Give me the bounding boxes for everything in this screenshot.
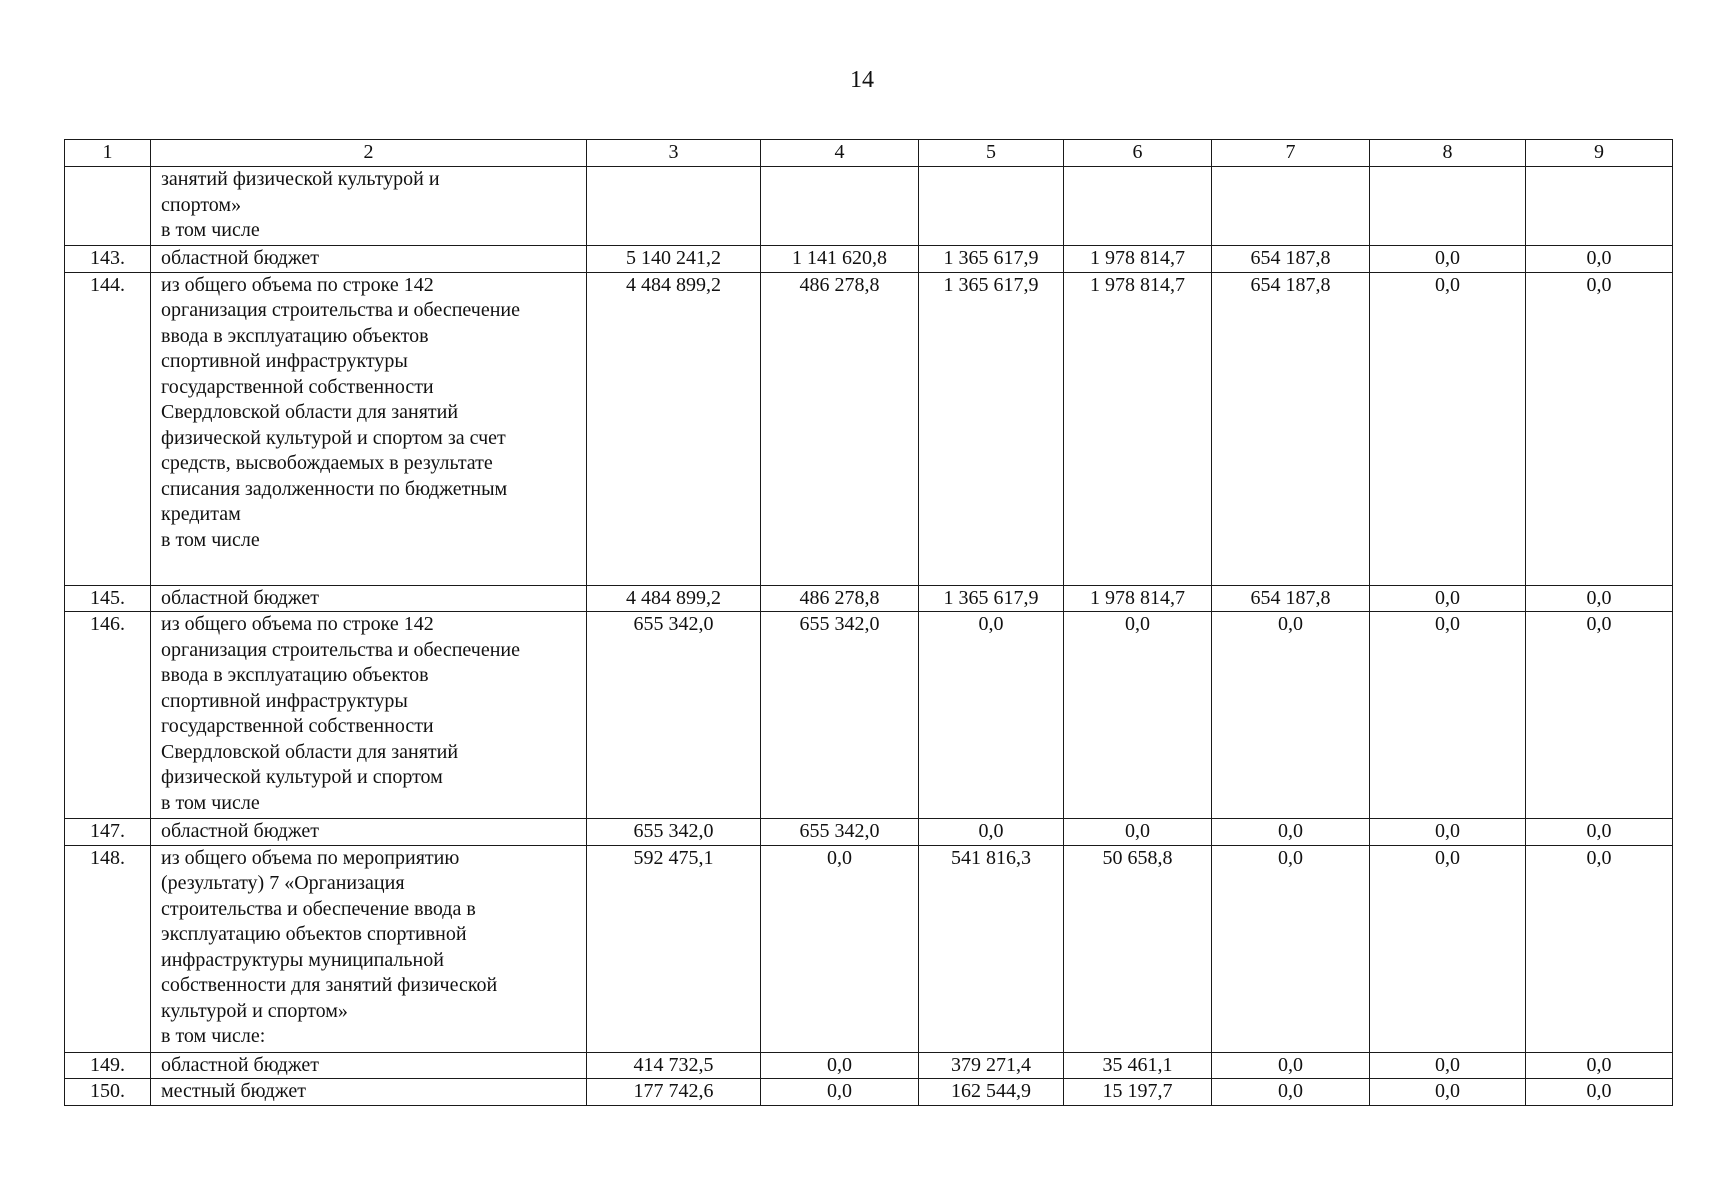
value-cell: [761, 167, 919, 246]
description-line: собственности для занятий физической: [161, 974, 498, 996]
value-cell: 0,0: [1526, 585, 1673, 612]
column-header: 9: [1526, 140, 1673, 167]
value-cell: 0,0: [1212, 819, 1370, 846]
value-cell: 0,0: [1526, 845, 1673, 1052]
row-description: [151, 167, 587, 246]
row-description: [151, 819, 587, 846]
value-cell: 486 278,8: [761, 272, 919, 585]
value-cell: 0,0: [1526, 1079, 1673, 1106]
value-cell: 1 365 617,9: [919, 246, 1064, 273]
description-line: эксплуатацию объектов спортивной: [161, 923, 467, 945]
description-line: ввода в эксплуатацию объектов: [161, 664, 429, 686]
value-cell: 1 978 814,7: [1064, 272, 1212, 585]
row-number: 143.: [65, 246, 151, 273]
value-cell: 0,0: [1370, 1079, 1526, 1106]
value-cell: 0,0: [1064, 819, 1212, 846]
value-cell: 177 742,6: [587, 1079, 761, 1106]
column-header: 3: [587, 140, 761, 167]
value-cell: 1 141 620,8: [761, 246, 919, 273]
description-line: местный бюджет: [161, 1080, 306, 1102]
column-header: 7: [1212, 140, 1370, 167]
value-cell: [1064, 167, 1212, 246]
value-cell: 0,0: [761, 1052, 919, 1079]
description-line: строительства и обеспечение ввода в: [161, 897, 476, 920]
value-cell: 0,0: [1526, 819, 1673, 846]
value-cell: 0,0: [1526, 1052, 1673, 1079]
column-header: 1: [65, 140, 151, 167]
description-line: культурой и спортом»: [161, 999, 348, 1022]
value-cell: 0,0: [1370, 1052, 1526, 1079]
value-cell: 0,0: [1370, 272, 1526, 585]
row-number: 150.: [65, 1079, 151, 1106]
column-header: 4: [761, 140, 919, 167]
description-line: областной бюджет: [161, 1053, 320, 1076]
value-cell: 0,0: [1526, 246, 1673, 273]
description-line: Свердловской области для занятий: [161, 401, 459, 423]
description-line: из общего объема по мероприятию: [161, 846, 460, 869]
row-number: [65, 167, 151, 246]
value-cell: 655 342,0: [761, 819, 919, 846]
value-cell: 4 484 899,2: [587, 585, 761, 612]
value-cell: 0,0: [919, 612, 1064, 819]
value-cell: 162 544,9: [919, 1079, 1064, 1106]
value-cell: 0,0: [1212, 1052, 1370, 1079]
column-header: 2: [151, 140, 587, 167]
description-line: занятий физической культурой и: [161, 168, 440, 190]
row-number: 145.: [65, 585, 151, 612]
column-header: 8: [1370, 140, 1526, 167]
value-cell: [1212, 167, 1370, 246]
value-cell: 655 342,0: [587, 612, 761, 819]
value-cell: 655 342,0: [587, 819, 761, 846]
value-cell: [587, 167, 761, 246]
row-number: 147.: [65, 819, 151, 846]
description-line: кредитам: [161, 503, 241, 525]
value-cell: 0,0: [1370, 845, 1526, 1052]
description-line: в том числе: [161, 791, 260, 814]
description-line: государственной собственности: [161, 715, 434, 737]
value-cell: 654 187,8: [1212, 585, 1370, 612]
description-line: государственной собственности: [161, 375, 434, 398]
table-row-continuation: [65, 167, 1673, 246]
row-description: [151, 272, 587, 585]
value-cell: 0,0: [1526, 612, 1673, 819]
value-cell: 592 475,1: [587, 845, 761, 1052]
value-cell: 0,0: [761, 845, 919, 1052]
value-cell: 0,0: [1526, 272, 1673, 585]
value-cell: 0,0: [1212, 612, 1370, 819]
row-number: 149.: [65, 1052, 151, 1079]
description-line: спортом»: [161, 193, 242, 216]
value-cell: 654 187,8: [1212, 272, 1370, 585]
description-line: областной бюджет: [161, 820, 320, 842]
description-line: областной бюджет: [161, 247, 320, 269]
row-description: [151, 585, 587, 612]
row-number: 148.: [65, 845, 151, 1052]
description-line: в том числе:: [161, 1025, 266, 1047]
row-description: [151, 1079, 587, 1106]
description-line: списания задолженности по бюджетным: [161, 477, 508, 500]
value-cell: 0,0: [1370, 246, 1526, 273]
value-cell: 50 658,8: [1064, 845, 1212, 1052]
table-row-145: [65, 585, 1673, 612]
value-cell: 654 187,8: [1212, 246, 1370, 273]
value-cell: [1526, 167, 1673, 246]
value-cell: 15 197,7: [1064, 1079, 1212, 1106]
value-cell: 0,0: [1370, 612, 1526, 819]
page-number: 14: [850, 67, 874, 93]
column-number-header-row: [65, 140, 1673, 167]
value-cell: 541 816,3: [919, 845, 1064, 1052]
table-row-149: [65, 1052, 1673, 1079]
value-cell: 1 978 814,7: [1064, 585, 1212, 612]
column-header: 6: [1064, 140, 1212, 167]
row-description: [151, 845, 587, 1052]
value-cell: 0,0: [761, 1079, 919, 1106]
description-line: физической культурой и спортом: [161, 766, 443, 788]
value-cell: 0,0: [1064, 612, 1212, 819]
description-line: инфраструктуры муниципальной: [161, 948, 444, 971]
row-description: [151, 612, 587, 819]
table-row-146: [65, 612, 1673, 819]
row-description: [151, 246, 587, 273]
value-cell: 414 732,5: [587, 1052, 761, 1079]
row-number: 144.: [65, 272, 151, 585]
budget-table: [64, 139, 1673, 1106]
description-line: ввода в эксплуатацию объектов: [161, 324, 429, 347]
value-cell: 0,0: [919, 819, 1064, 846]
table-row-150: [65, 1079, 1673, 1106]
table-row-143: [65, 246, 1673, 273]
description-line: физической культурой и спортом за счет: [161, 426, 506, 449]
value-cell: [919, 167, 1064, 246]
column-header: 5: [919, 140, 1064, 167]
value-cell: 1 978 814,7: [1064, 246, 1212, 273]
description-line: областной бюджет: [161, 586, 320, 609]
description-line: Свердловской области для занятий: [161, 740, 459, 763]
value-cell: 0,0: [1370, 819, 1526, 846]
value-cell: 4 484 899,2: [587, 272, 761, 585]
description-line: в том числе: [161, 219, 260, 241]
description-line: организация строительства и обеспечение: [161, 299, 520, 321]
value-cell: [1370, 167, 1526, 246]
table-row-144: [65, 272, 1673, 585]
value-cell: 0,0: [1212, 1079, 1370, 1106]
description-line: средств, высвобождаемых в результате: [161, 452, 493, 474]
value-cell: 5 140 241,2: [587, 246, 761, 273]
value-cell: 379 271,4: [919, 1052, 1064, 1079]
description-line: в том числе: [161, 528, 260, 551]
description-line: спортивной инфраструктуры: [161, 350, 408, 372]
description-line: (результату) 7 «Организация: [161, 872, 405, 894]
value-cell: 1 365 617,9: [919, 272, 1064, 585]
description-line: спортивной инфраструктуры: [161, 689, 408, 712]
value-cell: 655 342,0: [761, 612, 919, 819]
value-cell: 1 365 617,9: [919, 585, 1064, 612]
value-cell: 0,0: [1370, 585, 1526, 612]
table-row-147: [65, 819, 1673, 846]
row-description: [151, 1052, 587, 1079]
description-line: организация строительства и обеспечение: [161, 638, 520, 661]
description-line: из общего объема по строке 142: [161, 613, 434, 635]
table-row-148: [65, 845, 1673, 1052]
description-line: из общего объема по строке 142: [161, 273, 434, 296]
value-cell: 486 278,8: [761, 585, 919, 612]
row-number: 146.: [65, 612, 151, 819]
value-cell: 35 461,1: [1064, 1052, 1212, 1079]
value-cell: 0,0: [1212, 845, 1370, 1052]
